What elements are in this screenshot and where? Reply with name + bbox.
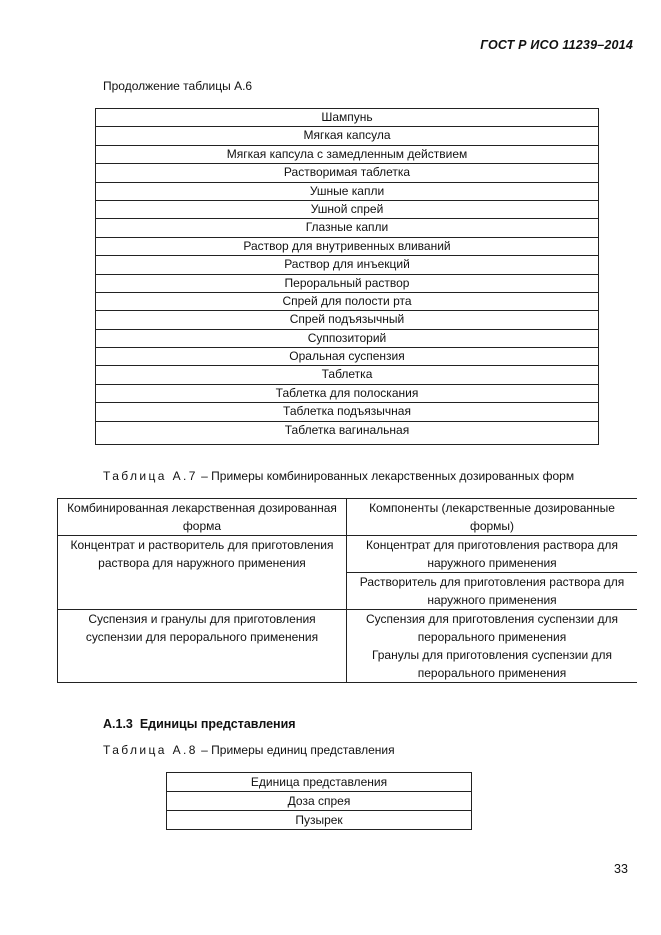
table-a6-cell: Суппозиторий bbox=[96, 329, 599, 347]
table-a8 bbox=[166, 772, 472, 830]
table-a7 bbox=[57, 498, 637, 683]
table-row bbox=[167, 811, 472, 830]
table-a6-cell: Таблетка bbox=[96, 366, 599, 384]
table-row bbox=[96, 384, 599, 402]
table-row bbox=[96, 421, 599, 444]
table-row bbox=[96, 292, 599, 310]
table-row bbox=[96, 127, 599, 145]
table-row bbox=[96, 164, 599, 182]
table-a6-cell: Растворимая таблетка bbox=[96, 164, 599, 182]
table-row bbox=[96, 329, 599, 347]
table-a8-cell: Пузырек bbox=[167, 811, 472, 830]
table-a6-cell: Ушные капли bbox=[96, 182, 599, 200]
table-a6-cell: Таблетка вагинальная bbox=[96, 421, 599, 444]
page-number: 33 bbox=[614, 862, 628, 876]
table-row bbox=[96, 145, 599, 163]
table-a7-col1-header: Комбинированная лекарственная дозированная форма bbox=[58, 499, 347, 536]
table-a8-cell: Доза спрея bbox=[167, 792, 472, 811]
table-row bbox=[96, 109, 599, 127]
table-a7-component: Гранулы для приготовления суспензии для перорального применения bbox=[347, 646, 638, 683]
section-number: А.1.3 bbox=[103, 717, 133, 731]
table-a7-col2-header: Компоненты (лекарственные дозированные формы) bbox=[347, 499, 638, 536]
table-row bbox=[96, 182, 599, 200]
table-a7-title: – Примеры комбинированных лекарственных дозированных форм bbox=[197, 469, 575, 483]
table-a6-cell: Спрей для полости рта bbox=[96, 292, 599, 310]
table-row bbox=[58, 610, 638, 647]
table-a8-header: Единица представления bbox=[167, 773, 472, 792]
table-row bbox=[96, 403, 599, 421]
table-row bbox=[96, 311, 599, 329]
table-a7-combined-form: Концентрат и растворитель для приготовления раствора для наружного применения bbox=[58, 536, 347, 610]
table-a6-cell: Таблетка подъязычная bbox=[96, 403, 599, 421]
table-row bbox=[96, 274, 599, 292]
table-row bbox=[96, 348, 599, 366]
table-row bbox=[96, 366, 599, 384]
table-a8-title: – Примеры единиц представления bbox=[197, 743, 395, 757]
table-a6-cell: Таблетка для полоскания bbox=[96, 384, 599, 402]
table-row bbox=[96, 219, 599, 237]
table-a6-cell: Мягкая капсула с замедленным действием bbox=[96, 145, 599, 163]
table-a6-continuation-caption: Продолжение таблицы А.6 bbox=[103, 79, 253, 93]
table-a6-cell: Пероральный раствор bbox=[96, 274, 599, 292]
table-a6-cell: Глазные капли bbox=[96, 219, 599, 237]
table-a7-component: Концентрат для приготовления раствора для наружного применения bbox=[347, 536, 638, 573]
table-a6-cell: Мягкая капсула bbox=[96, 127, 599, 145]
table-a6-cell: Ушной спрей bbox=[96, 200, 599, 218]
table-a7-component: Суспензия для приготовления суспензии для перорального применения bbox=[347, 610, 638, 647]
table-a7-component: Растворитель для приготовления раствора для наружного применения bbox=[347, 573, 638, 610]
table-a6-cell: Оральная суспензия bbox=[96, 348, 599, 366]
table-a8-header-row bbox=[167, 773, 472, 792]
section-title: Единицы представления bbox=[139, 717, 296, 731]
table-row bbox=[96, 237, 599, 255]
table-a7-label: Таблица А.7 bbox=[103, 469, 198, 483]
table-a7-header-row bbox=[58, 499, 638, 536]
table-a7-combined-form: Суспензия и гранулы для приготовления суспензии для перорального применения bbox=[58, 610, 347, 683]
table-a6-cell: Шампунь bbox=[96, 109, 599, 127]
table-a6-cell: Спрей подъязычный bbox=[96, 311, 599, 329]
table-a7-caption bbox=[103, 469, 574, 483]
table-a8-caption bbox=[103, 743, 395, 757]
table-a6-cell: Раствор для инъекций bbox=[96, 256, 599, 274]
table-row bbox=[167, 792, 472, 811]
table-row bbox=[96, 200, 599, 218]
table-a6-cell: Раствор для внутривенных вливаний bbox=[96, 237, 599, 255]
table-a8-label: Таблица А.8 bbox=[103, 743, 198, 757]
table-a6 bbox=[95, 108, 599, 445]
document-header: ГОСТ Р ИСО 11239–2014 bbox=[480, 38, 633, 52]
table-row bbox=[96, 256, 599, 274]
section-heading bbox=[103, 717, 296, 731]
table-row bbox=[58, 536, 638, 573]
